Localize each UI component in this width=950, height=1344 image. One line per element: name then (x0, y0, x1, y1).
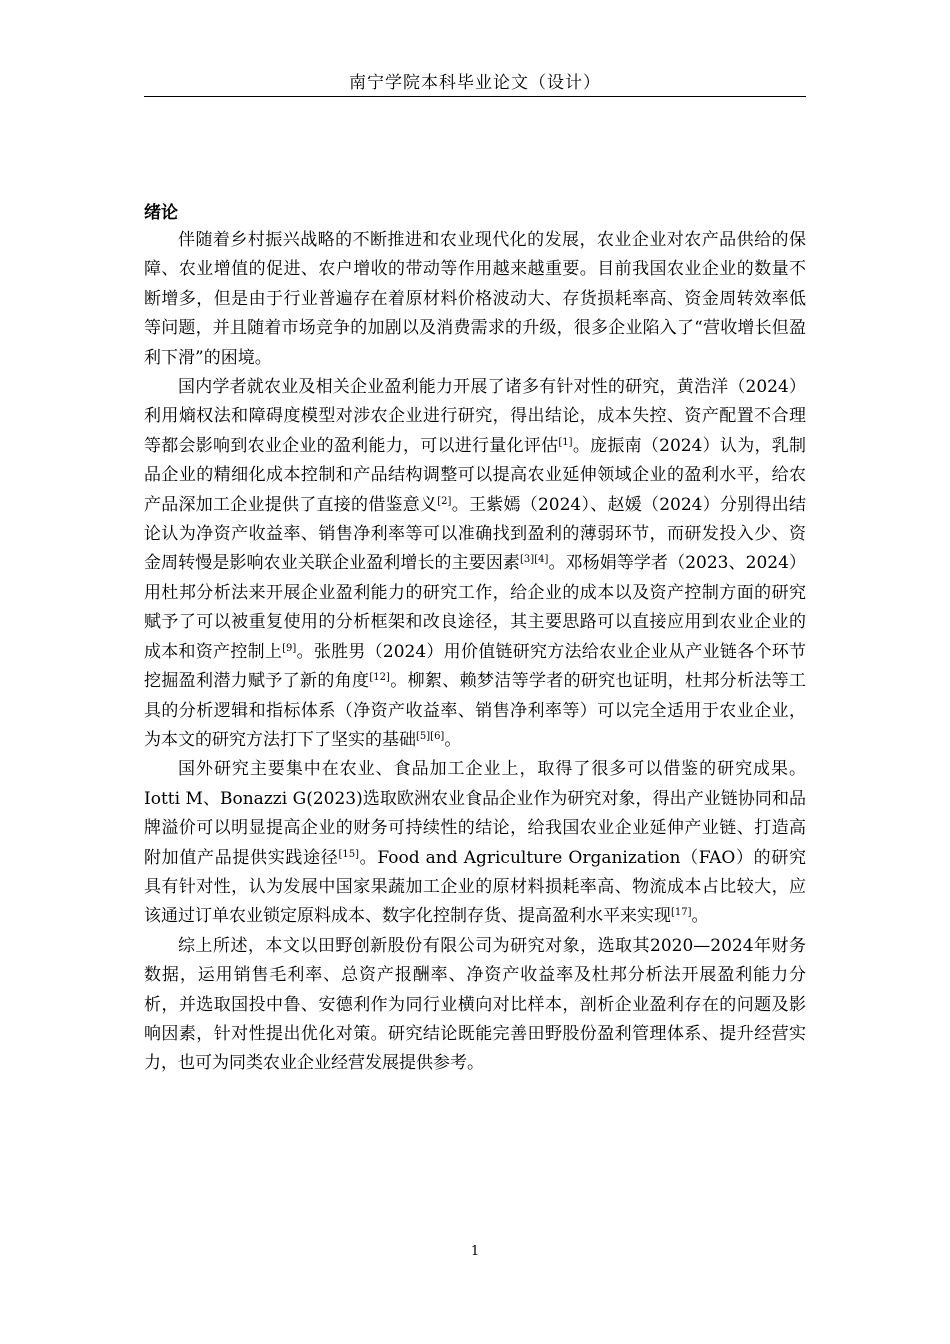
citation-marker: [12] (369, 672, 390, 684)
body-paragraph (144, 373, 806, 755)
citation-marker: [17] (671, 907, 692, 919)
citation-marker: [2] (437, 495, 452, 507)
section-heading: 绪论 (144, 203, 178, 223)
paragraph-text: 综上所述，本文以田野创新股份有限公司为研究对象，选取其2020—2024年财务数据，运用销售毛利率、总资产报酬率、净资产收益率及杜邦分析法开展盈利能力分析，并选取国投中鲁、安德利作为同行业横向对比样本，剖析企业盈利存在的问题及影响因素，针对性提出优化对策。研究结论既能完善田野股份盈利管理体系、提升经营实力，也可为同类农业企业经营发展提供参考。 (144, 935, 806, 1074)
paragraph-text: 。邓杨娟等学者（2023、2024）用杜邦分析法来开展企业盈利能力的研究工作，给企业的成本以及资产控制方面的研究赋予了可以被重复使用的分析框架和改良途径，其主要思路可以直接应用到农业企业的成本和资产控制上 (144, 553, 807, 662)
page-number: 1 (470, 1244, 480, 1259)
citation-marker: [1] (558, 436, 573, 448)
paragraph-text: 伴随着乡村振兴战略的不断推进和农业现代化的发展，农业企业对农产品供给的保障、农业增值的促进、农户增收的带动等作用越来越重要。目前我国农业企业的数量不断增多，但是由于行业普遍存在着原材料价格波动大、存货损耗率高、资金周转效率低等问题，并且随着市场竞争的加剧以及消费需求的升级，很多企业陷入了“营收增长但盈利下滑”的困境。 (144, 230, 806, 368)
paragraph-text: 。张胜男（2024）用价值链研究方法给农业企业从产业链各个环节挖掘盈利潜力赋予了新的角度 (144, 641, 806, 692)
paragraph-text: 。 (444, 729, 462, 750)
citation-marker: [9] (282, 642, 297, 654)
paragraph-text: 国内学者就农业及相关企业盈利能力开展了诸多有针对性的研究，黄浩洋（2024）利用熵权法和障碍度模型对涉农企业进行研究，得出结论，成本失控、资产配置不合理等都会影响到农业企业的盈利能力，可以进行量化评估 (144, 377, 806, 456)
paragraph-text: 。Food and Agriculture Organization（FAO）的研究具有针对性，认为发展中国家果蔬加工企业的原材料损耗率高、物流成本占比较大，应该通过订单农业锁定原料成本、数字化控制存货、提高盈利水平来实现 (144, 847, 806, 927)
paragraph-text: 。柳絮、赖梦洁等学者的研究也证明，杜邦分析法等工具的分析逻辑和指标体系（净资产收益率、销售净利率等）可以完全适用于农业企业，为本文的研究方法打下了坚实的基础 (144, 671, 807, 750)
paragraph-text: 国外研究主要集中在农业、食品加工企业上，取得了很多可以借鉴的研究成果。Iotti M、Bonazzi G(2023)选取欧洲农业食品企业作为研究对象，得出产业链协同和品牌溢价可以明显提高企业的财务可持续性的结论，给我国农业企业延伸产业链、打造高附加值产品提供实践途径 (144, 759, 806, 868)
body-paragraph (144, 755, 806, 931)
header-divider (144, 96, 806, 97)
paragraph-text: 。王紫嫣（2024）、赵媛（2024）分别得出结论认为净资产收益率、销售净利率等可以准确找到盈利的薄弱环节，而研发投入少、资金周转慢是影响农业关联企业盈利增长的主要因素 (144, 494, 807, 574)
paragraph-text: 。庞振南（2024）认为，乳制品企业的精细化成本控制和产品结构调整可以提高农业延伸领域企业的盈利水平，给农产品深加工企业提供了直接的借鉴意义 (144, 435, 806, 515)
body-paragraph (144, 932, 806, 1079)
body-paragraph (144, 226, 806, 373)
page-header-title: 南宁学院本科毕业论文（设计） (349, 73, 601, 93)
paragraph-text: 。 (691, 906, 709, 927)
body-text (144, 226, 806, 1079)
citation-marker: [5][6] (416, 730, 445, 742)
citation-marker: [15] (338, 848, 359, 860)
citation-marker: [3][4] (520, 554, 549, 566)
